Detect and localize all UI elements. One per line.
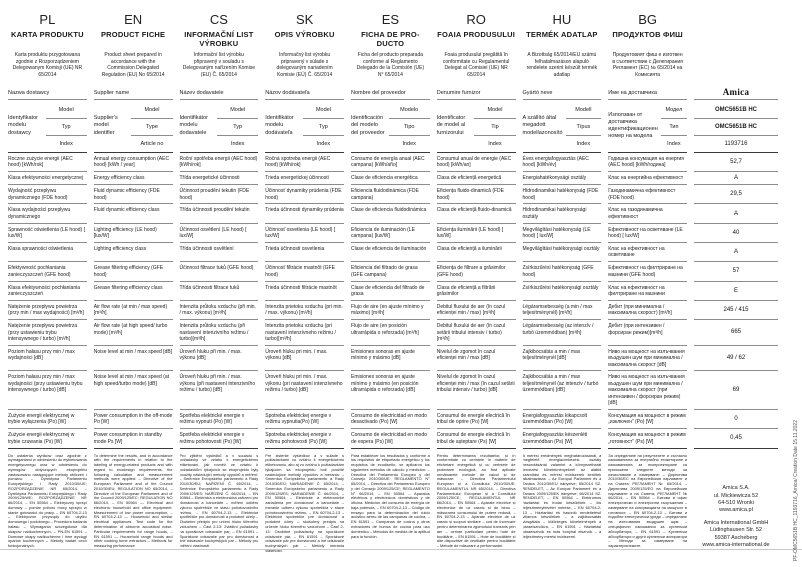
- column-intro: Продуктовият фиш е изготвен в съответствие с Делегирания Регламент (ЕС) № 65/2014 на Комисията: [612, 52, 683, 78]
- supplier-brand-value: Amica: [694, 85, 778, 100]
- column-intro: Informačný list výrobku pripravený v súlade s delegovaným nariadením Komisie (EÚ) Č. 65/2014: [276, 52, 333, 78]
- model-identifier-fields: [303, 102, 344, 152]
- model-identifier-label: Supplier's model identifier: [93, 115, 118, 136]
- model-identifier-fields: [566, 102, 602, 152]
- attribute-label: Intenzita prietoku vzduchu (pri nastavení intenzívneho režimu / turbo)[m³/h]: [265, 320, 344, 346]
- attribute-label: Ефективност на осветяване (LE hood) [ lux/W]: [608, 224, 687, 243]
- attribute-value: A: [694, 243, 778, 262]
- model-field-label: Model: [131, 102, 172, 119]
- attribute-label: Légáramsebesség (az intenzív / turbó üzemmódban) [m³/h]: [523, 320, 602, 346]
- attribute-label: Консумация на мощност в режим „изключен“ (Po) [W]: [608, 410, 687, 429]
- attribute-label: Spotreba elektrickej energie v režimu vypnutia(Po) [W]: [265, 410, 344, 429]
- model-identifier-block: [94, 100, 173, 153]
- attribute-label: Megvilágítási hatékonysági osztály: [523, 243, 602, 262]
- attribute-value: A: [694, 172, 778, 185]
- attribute-label: Ефективност на филтриране на мазнини (GFE hood): [608, 262, 687, 281]
- address-line: 64-510 Wronki: [718, 500, 754, 507]
- attribute-label: Air flow rate (at high speed/ turbo mode) [m³/h]: [94, 320, 173, 346]
- column-title: FICHA DE PRO-DUCTO: [361, 30, 420, 48]
- attribute-label: Zajkibocsátás a min / max teljesítménynél (az intenzív / turbó üzemmódban) [dB]: [523, 371, 602, 409]
- model-identifier-block: [180, 100, 259, 153]
- attribute-label: Roční spotřeba energii (AEC hood) [kWh/rok]: [180, 153, 259, 172]
- type-field-label: Tipo: [389, 119, 430, 136]
- column-title: ПРОДУКТОВ ФИШ: [612, 30, 683, 39]
- language-code: RO: [466, 12, 486, 27]
- index-field-label: Index: [402, 141, 416, 147]
- attribute-label: Air flow rate (at min / max speed) [m³/h]: [94, 301, 173, 320]
- attribute-value: 29,5: [694, 185, 778, 204]
- attribute-label: Power consumption in standby mode Ps [W]: [94, 429, 173, 448]
- index-field-label: Index: [667, 141, 681, 147]
- attribute-label: Lighting efficiency class: [94, 243, 173, 262]
- attribute-label: Efektywność pochłaniania zanieczyszczeń (GFE hood): [8, 262, 87, 281]
- column-intro: A Bizottság 65/2014/EU számú felhatalmazáson alapuló rendelete szerint készült termék adatlap: [526, 52, 598, 78]
- attribute-label: Natężenie przepływu powietrza (przy min / max wydajności) [m³/h]: [8, 301, 87, 320]
- model-identifier-label: Identifikátor modelu dodávateľa: [265, 115, 294, 136]
- column-footnote: Para establecer los resultados y conforme a los requisitos de etiquetado energético y los requisitos de ecodiseño, se aplicaron los siguientes métodos de cálculo y medición: – Directiva del Parlamento Europeo y del Consejo 2010/30/UE; REGLAMENTO N° 65/2014, – Directiva del Parlamento Europeo y del Consejo 2009/125/CE; REGLAMENTO N° 66/2014, – EN 50564 – Aparatos eléctricos y electrónicos domésticos y de oficina. Medición del consumo de energía de baja potencia, – EN 60704-2-13 – Código de ensayo para la determinación del ruido acústico aéreo de las campanas de cocina, – EN 61591 – Campanas de cocina y otros extractores de humos de cocina para uso doméstico – Métodos de medida de la aptitud para la función.: [351, 452, 430, 539]
- attribute-label: Grease filtering efficiency (GFE hood): [94, 262, 173, 281]
- attribute-label: Clase de eficiencia energética: [351, 172, 430, 185]
- attribute-label: Fluid dynamic efficiency class: [94, 204, 173, 223]
- attribute-label: Eficiența iluminării (LE hood) [ lux/W]: [437, 224, 516, 243]
- model-identifier-label: A szállító által megadott modellazonosító: [522, 115, 563, 136]
- supplier-name-label: Název dodavatele: [180, 85, 259, 100]
- attribute-label: Consumo de electricidad en modo de espera (Ps) [W]: [351, 429, 430, 448]
- attribute-label: Clasa de eficiență a iluminării: [437, 243, 516, 262]
- supplier-name-label: Nazwa dostawcy: [8, 85, 87, 100]
- index-field-label: Index: [230, 141, 245, 147]
- attribute-label: Klasa efektywności energetycznej: [8, 172, 87, 185]
- attribute-label: Légáramsebesség (a min / max teljesítménynél) [m³/h]: [523, 301, 602, 320]
- index-field-label: Index: [488, 141, 502, 147]
- address-line: Amica International GmbH: [703, 519, 769, 526]
- type-value: OMC5651B HC: [694, 119, 778, 136]
- attribute-label: Účinnosť dynamiky prúdenia (FDE hood): [265, 185, 344, 204]
- attribute-label: Spotreba elektrickej energie v režimu pohotovosti (Ps) [W]: [265, 429, 344, 448]
- model-identifier-values: [694, 100, 778, 153]
- model-value: OMC5651B HC: [694, 102, 778, 119]
- model-field-label: Model: [217, 102, 258, 119]
- model-field-label: Модел: [661, 102, 687, 119]
- model-field-label: Modelo: [389, 102, 430, 119]
- model-identifier-block: [523, 100, 602, 153]
- attribute-label: Ročná spotreba energii (AEC hood) [kWh/rok]: [265, 153, 344, 172]
- attribute-label: Spotřeba elektrické energie v režimu vypnutí (Po) [W]: [180, 410, 259, 429]
- attribute-label: Eficiencia fluidodinámica (FDE campana): [351, 185, 430, 204]
- column-footnote: За определяне на резултатите и съгласно изискванията за енергийно етикетиране и изискванията за екопроектиране са приложени следните методи за изчисляване и измерване: – Директива 2010/30/ЕС на Европейския парламент и на Съвета; РЕГЛАМЕНТ № 65/2014, – Директива 2009/125/ЕО на Европейския парламент и на Съвета; РЕГЛАМЕНТ № 66/2014, – EN 50564 – Битови и офис електрически и електронни съоръжения – измерване на консумацията на мощност в готовност, – EN 60704-2-13 – Битови и подобни електрически уреди – определяне на излъчвания въздушен шум – специфични изисквания за кухненски абсорбатори, – EN 61591 – Кухненски абсорбатори и други кухненски аспиратори – Методи за измерване на характеристиките.: [608, 452, 687, 549]
- attribute-label: Дебит (при минимална / максимална скорост) [m³/h]: [608, 301, 687, 320]
- column-footnote: Do ustalenia wyników oraz zgodnie z wymaganiami w odniesieniu do etykietowania energetycznego oraz w odniesieniu do wymogów dotyczących ekoprojektu zastosowano następujące metody obliczeń i pomiaru: – Dyrektywa Parlamentu Europejskiego i Rady 2010/30/UE; ROZPORZĄDZENIE NR 65/2014, – Dyrektywa Parlamentu Europejskiego i Rady 2009/125/WE; ROZPORZĄDZENIE NR 66/2014, – EN 50564 – Elektryczny sprzęt domowy – pomiar poboru mocy sprzętu w stanie gotowości do pracy, – EN 60704-2-13 – Elektryczne przyrządy do użytku domowego i podobnego – Procedura badania hałasu – Wymagania szczegółowe dla okapów nadkuchennych, – PN-EN 61591 – Domowe okapy nadkuchenne i inne wyciągi oparów kuchennych – Metody badań cech funkcjonalnych.: [8, 452, 87, 549]
- attribute-value: 40: [694, 224, 778, 243]
- attribute-value: 69: [694, 371, 778, 409]
- attribute-label: Spotřeba elektrické energie v režimu pohotovosti (Ps) [W]: [180, 429, 259, 448]
- attribute-label: Trieda účinnosti filtrácie mastnôt: [265, 282, 344, 301]
- language-code: CS: [209, 12, 228, 27]
- attribute-label: Power consumption in the off-mode Po [W]: [94, 410, 173, 429]
- language-code: EN: [124, 12, 143, 27]
- attribute-label: Consumul de energie electrică în tribul de așteptare (Ps) [W]: [437, 429, 516, 448]
- attribute-label: Noise level at min / max speed [dB]: [94, 346, 173, 372]
- model-identifier-block: [8, 100, 87, 153]
- language-code: HU: [552, 12, 572, 27]
- model-field-label: Model: [303, 102, 344, 119]
- attribute-label: Clasa de eficiență a filtrării grăsimilor: [437, 282, 516, 301]
- document-reference-note: PF-OMC5651B HC_1193716_Amica/ Creation Date 15.11.2022: [793, 419, 799, 561]
- attribute-label: Ниво на мощност на излъчвания въздушен шум при минимална / максимална скорост (при интензивен / форсиран режим) [dB]: [608, 371, 687, 409]
- address-block: [714, 485, 758, 515]
- column-intro: Foaia produsului pregătită în conformitate cu Regulamentul Delegat al Comisiei (UE) NR 65/2014: [442, 52, 510, 78]
- attribute-value: 0,45: [694, 429, 778, 448]
- model-identifier-label: Identificator de model al furnizorului: [436, 115, 466, 136]
- model-field-label: Model: [474, 102, 515, 119]
- column-intro: Ficha del producto preparada conforme al Reglamento Delegado de la Comisión (UE) N° 65/2014: [356, 52, 425, 78]
- attribute-label: Natężenie przepływu powietrza (przy ustawieniu trybu intensywnego / turbo) [m³/h]: [8, 320, 87, 346]
- column-footnote: A mérési eredmények meghatározásánál, a megfelelő energiacímkézési osztály besorolásánál valamint a környezetbarát tervezési követelményeknél az alábbi számítási és mérési módszerek kerültek alkalmazásra: – Az Európai Parlament és a Tanács 2010/30/EU irányelve; 65/2014 SZ. RENDELET, – Az Európai Parlament és a Tanács 2009/125/EK irányelve; 66/2014 SZ. RENDELET, – EN 50564 – Elektromos háztartási és irodai készülékek – kis teljesítményfelvétel mérése, – EN 60704-2-13 – Háztartási és hasonló rendeltetésű villamos készülékek – a zajkibocsátás vizsgálata – különleges követelmények a páraelszívókra, – EN 61591 – Háztartási páraelszívók és más konyhai elszívók – a teljesítmény mérési módszerei.: [522, 452, 602, 539]
- attribute-label: Clasa de eficiență energetică: [437, 172, 516, 185]
- attribute-label: Debitul fluxului de aer (în cazul setării tribului intensiv / turbo) [m³/h]: [437, 320, 516, 346]
- column-title: PRODUCT FICHE: [100, 30, 166, 39]
- type-field-label: Typ: [303, 119, 344, 136]
- column-footnote: To determine the results, and in accordance with the requirements in relation to the labeling of energy-related products and with regard to ecodesign requirements, the following calculation and measurement methods were applied: – Directive of the European Parliament and of the Council 2010/30/EU; REGULATION NO 65/2014, – Directive of the European Parliament and of the Council 2009/125/EC; REGULATION NO 66/2014, – EN 50564 — Electrical and electronic household and office equipment. Measurement of low power consumption, – EN 60704-2-13 — Household and similar electrical appliances. Test code for the determination of airborne acoustical noise. Particular requirements for range hoods, – EN 61591 — Household range hoods and other cooking fume extractors – Methods for measuring performance: [93, 452, 173, 549]
- values-column-spacer: [694, 28, 778, 51]
- address-line: www.amica-international.de: [702, 542, 770, 549]
- attribute-label: Sprawność oświetlenia (LE hood) [ lux/W]: [8, 224, 87, 243]
- attribute-label: Nivelul de zgomot în cazul eficienței min / max [dB]: [437, 346, 516, 372]
- address-line: www.amica.pl: [719, 507, 753, 514]
- column-title: KARTA PRODUKTU: [10, 30, 84, 39]
- attribute-label: Flujo de aire (en posición ultrarrápida o reforzada) [m³/h]: [351, 320, 430, 346]
- supplier-name-label: Nombre del proveedor: [351, 85, 430, 100]
- attribute-label: Nivelul de zgomot în cazul eficienței min / max (în cazul setării tribului intensiv / turbo) [dB]: [437, 371, 516, 409]
- attribute-label: Třída účinnosti osvětlení: [180, 243, 259, 262]
- attribute-value: A: [694, 204, 778, 223]
- attribute-label: Консумация на мощност в режим „готовност“ (Ps) [W]: [608, 429, 687, 448]
- attribute-label: Lighting efficiency (LE hood) [lux/W]: [94, 224, 173, 243]
- address-line: Lüdinghausen Str. 52: [709, 527, 762, 534]
- attribute-label: Fluid dynamic efficiency (FDE hood): [94, 185, 173, 204]
- attribute-label: Клас на ефективност на осветяване: [608, 243, 687, 262]
- attribute-label: Клас на газодинамична ефективност: [608, 204, 687, 223]
- attribute-value: 245 / 415: [694, 301, 778, 320]
- model-identifier-block: [265, 100, 344, 153]
- attribute-value: 49 / 62: [694, 346, 778, 372]
- type-field-label: Típus: [566, 119, 602, 136]
- attribute-label: Clase de eficiencia del filtrado de grasa: [351, 282, 430, 301]
- attribute-label: Energiahatékonysági osztály: [523, 172, 602, 185]
- footer-divider: [0, 549, 802, 550]
- model-field-label: Model: [46, 102, 87, 119]
- column-title: FOAIA PRODUSULUI: [437, 30, 516, 39]
- attribute-label: Úroveň hluku při min. / max. výkonu [dB]: [180, 346, 259, 372]
- supplier-name-label: Názov dodávateľa: [265, 85, 344, 100]
- model-identifier-block: [608, 100, 687, 153]
- attribute-label: Trieda účinnosti dynamiky prúdenia: [265, 204, 344, 223]
- attribute-label: Hidrodinamikai hatékonysági osztály: [523, 204, 602, 223]
- attribute-label: Energiafogyasztás kikapcsolt üzemmódban (Po) [W]: [523, 410, 602, 429]
- attribute-label: Energiafogyasztás készenléti üzemmódban (Ps) [W]: [523, 429, 602, 448]
- attribute-label: Consumo de energía anual (AEC campana) [kWh/año]: [351, 153, 430, 172]
- attribute-label: Třída energetické účinnosti: [180, 172, 259, 185]
- attribute-label: Clase de eficiencia fluidodinámica: [351, 204, 430, 223]
- attribute-label: Клас на ефективност на филтриране на мазнини: [608, 282, 687, 301]
- attribute-label: Clasa de eficiență fluido-dinamică: [437, 204, 516, 223]
- attribute-label: Годишна консумация на енергия (AEC hood) [kWh/година]: [608, 153, 687, 172]
- model-identifier-block: [351, 100, 430, 153]
- language-code: ES: [381, 12, 400, 27]
- model-identifier-fields: [389, 102, 430, 152]
- model-identifier-fields: [46, 102, 87, 152]
- column-intro: Karta produktu przygotowana zgodnie z Rozporządzeniem Delegowanym Komisji (UE) NR 65/2014: [12, 52, 83, 78]
- attribute-label: Úroveň hluku při min. / max. výkonu (při nastavení intenzivního režimu / turbo) [dB]: [180, 371, 259, 409]
- attribute-label: Třída účinnosti filtrace tuků: [180, 282, 259, 301]
- type-field-label: Typ: [46, 119, 87, 136]
- attribute-label: Zajkibocsátás a min / max teljesítménynél [dB]: [523, 346, 602, 372]
- supplier-name-label: Gyártó neve: [523, 85, 602, 100]
- attribute-label: Zsírkiszűrési hatékonysági osztály: [523, 282, 602, 301]
- model-identifier-block: [437, 100, 516, 153]
- attribute-label: Účinnosť filtrácie mastnôt (GFE hood): [265, 262, 344, 281]
- attribute-label: Klasa sprawności oświetlenia: [8, 243, 87, 262]
- attribute-label: Eficiencia de iluminación (LE campana) [lux/W]: [351, 224, 430, 243]
- attribute-label: Třída účinnosti proudění tekutin: [180, 204, 259, 223]
- address-line: ul. Mickiewicza 52: [713, 492, 759, 499]
- attribute-label: Klasa efektywności pochłaniania zanieczyszczeń: [8, 282, 87, 301]
- column-footnote: Pre zistenie výsledkov a v súlade s požiadavkami vo vzťahu k energetickému etiketovaniu, ako aj vo vzťahu k požiadavkám týkajúcim sa ekoprojektu boli použité nasledujúce metódy výpočtov a merania: – Smernica Európskeho parlamentu a Rady 2010/30/EÚ; NARIADENIE Č. 65/2014, – Smernica Európskeho parlamentu a Rady 2009/125/ES; NARIADENIE Č. 66/2014, – EN 50564 – Elektrické a elektronické zariadenia pre domácnosť a kancelárie – meranie odberu výkonu spotrebiča v stave pohotovostného režimu, – EN 60704-2-13 – Elektrické spotrebiče pre domácnosť a podobné účely – skúšobný predpis na určenie hluku šíreného vzduchom – Časť 2-13: Osobitné požiadavky na sporákové odsávače pár, – EN 61591 – Sporákové odsávače pár pre domácnosť a iné odsávače kuchynských pár – Metódy merania vlastností.: [265, 452, 344, 553]
- attribute-label: Úroveň hluku pri min. / max. výkonu (pri nastavení intenzívneho režimu / turbo) [dB]: [265, 371, 344, 409]
- attribute-label: Consumul anual de energie (AEC hood) [kWh/an]: [437, 153, 516, 172]
- supplier-name-label: Supplier name: [94, 85, 173, 100]
- attribute-label: Intenzita průtoku vzduchu (při min. / max. výkonu) [m³/h]: [180, 301, 259, 320]
- attribute-label: Grease filtering efficiency class: [94, 282, 173, 301]
- address-line: 59387 Ascheberg: [714, 534, 758, 541]
- attribute-label: Trieda energetickej účinnosti: [265, 172, 344, 185]
- attribute-label: Дебит (при интензивен / форсиран режим)[m³/h]: [608, 320, 687, 346]
- attribute-label: Eficiența fluido-dinamică (FDE hood): [437, 185, 516, 204]
- model-field-label: Modell: [566, 102, 602, 119]
- attribute-value: 665: [694, 320, 778, 346]
- type-field-label: Тип: [661, 119, 687, 136]
- index-field-label: Article no: [140, 141, 164, 147]
- model-identifier-fields: [131, 102, 172, 152]
- attribute-label: Zsírkiszűrési hatékonyság (GFE hood): [523, 262, 602, 281]
- fiche-table: [8, 4, 778, 554]
- attribute-label: Účinnost proudění tekutin (FDE hood): [180, 185, 259, 204]
- attribute-label: Intenzita prietoku vzduchu (pri min. / max. výkonu) [m³/h]: [265, 301, 344, 320]
- attribute-value: 57: [694, 262, 778, 281]
- type-field-label: Type: [131, 119, 172, 136]
- column-title: OPIS VÝROBKU: [274, 30, 335, 39]
- attribute-label: Účinnost filtrace tuků (GFE hood): [180, 262, 259, 281]
- attribute-label: Eficiența de filtrare a grăsimilor (GFE hood): [437, 262, 516, 281]
- values-column-spacer: [694, 4, 778, 28]
- values-column-spacer: [694, 51, 778, 85]
- model-identifier-label: Identifikátor modelu dodavatele: [179, 115, 208, 136]
- attribute-label: Energy efficiency class: [94, 172, 173, 185]
- language-code: PL: [39, 12, 56, 27]
- attribute-label: Emisiones sonoras en ajuste mínimo y máximo (en posición ultrarrápida o reforzada) [dB]: [351, 371, 430, 409]
- supplier-name-label: Denumire furnizor: [437, 85, 516, 100]
- attribute-label: Éves energiafogyasztás (AEC hood) [kWh/év]: [523, 153, 602, 172]
- attribute-label: Consumul de energie electrică în tribul de oprire (Po) [W]: [437, 410, 516, 429]
- attribute-label: Účinnosť osvetlenia (LE hood) [ lux/W]: [265, 224, 344, 243]
- model-identifier-label: Identificación del modelo del proveedor: [351, 115, 385, 136]
- model-identifier-fields: [217, 102, 258, 152]
- attribute-value: 52,7: [694, 153, 778, 172]
- supplier-name-label: Име на доставчика: [608, 85, 687, 100]
- attribute-label: Debitul fluxului de aer (în cazul eficienței min / max) [m³/h]: [437, 301, 516, 320]
- attribute-label: Poziom hałasu przy min / max wydajności [dB]: [8, 346, 87, 372]
- attribute-label: Emisiones sonoras en ajuste mínimo y máximo [dB]: [351, 346, 430, 372]
- type-field-label: Tip: [474, 119, 515, 136]
- attribute-value: 0: [694, 410, 778, 429]
- attribute-label: Zużycie energii elektrycznej w trybie wyłączenia (Po) [W]: [8, 410, 87, 429]
- attribute-value: E: [694, 282, 778, 301]
- attribute-label: Poziom hałasu przy min / max wydajności (przy ustawieniu trybu intensywnego / turbo) [dB]: [8, 371, 87, 409]
- model-identifier-fields: [474, 102, 515, 152]
- model-identifier-fields: [661, 102, 687, 152]
- attribute-label: Annual energy consumption (AEC hood) [kWh / year]: [94, 153, 173, 172]
- column-intro: Product sheet prepared in accordance with the Commission Delegated Regulation (EU) No 65/2014: [101, 52, 165, 78]
- attribute-label: Ниво на мощност на излъчвания въздушен шум при минимална / максимална скорост [dB]: [608, 346, 687, 372]
- language-code: BG: [638, 12, 658, 27]
- attribute-label: Účinnost osvětlení (LE hood) [ lux/W]: [180, 224, 259, 243]
- column-footnote: Pro zjištění výsledků a v souladu s požadavky ve vztahu k energetickému etiketování, jak rovněž ve vztahu k požadavkům týkajících se ekoprojektu byly použity následující metody výpočtů a měření: – Směrnice Evropského parlamentu a Rady 2010/30/EU; NAŘÍZENÍ Č. 65/2014, – Směrnice Evropského parlamentu a Rady 2009/125/ES; NAŘÍZENÍ Č. 66/2014, – EN 50564 – Elektrická a elektronická zařízení pro domácnost a kanceláře – měření odběru výkonu spotřebiče ve stavu pohotovostního režimu, – EN 60704-2-13 – Elektrické spotřebiče pro domácnost a podobné účely – Zkušební předpis pro určení hluku šířeného vzduchem – Část 2-13: Zvláštní požadavky na sporákové odsavače par, – EN 61591 – Sporákové odsavače par pro domácnost a jiné odsavače kuchyňských par – Metody pro měření vlastností.: [179, 452, 259, 549]
- address-block: [702, 520, 769, 550]
- attribute-label: Noise level at min / max speed (at high speed/turbo mode) [dB]: [94, 371, 173, 409]
- attribute-label: Eficiencia del filtrado de grasa (GFE campana): [351, 262, 430, 281]
- attribute-label: Clase de eficiencia de iluminación: [351, 243, 430, 262]
- attribute-label: Flujo de aire (en ajuste mínimo y máximo) [m³/h]: [351, 301, 430, 320]
- index-value: 1193716: [724, 141, 748, 147]
- column-footnote: Pentru determinarea rezultatelor, și în conformitate cu cerințele în materie de etichetare energetică și cu cerințele de proiectare ecologică, au fost aplicate următoarele metode de calcul și de măsurare: – Directiva Parlamentului European și a Consiliului 2010/30/UE; REGULAMENTUL NR 65/2014, – Directiva Parlamentului European și a Consiliului 2009/125/CE; REGULAMENTUL NR 66/2014, – EN 50564 – Aparate electrice și electronice de uz casnic și de birou – măsurarea consumului de putere redusă, – EN 60704-2-13 – Aparate electrice de uz casnic și scopuri similare – cod de încercare pentru determinarea zgomotului transmis prin aer – cerințe particulare pentru hote de bucătărie, – EN 61591 – Hote de bucătărie și alte dispozitive de ventilație pentru bucătărie – Metode de măsurare a performanței.: [436, 452, 516, 549]
- attribute-label: Roczne zużycie energii (AEC hood) [kWh/rok]: [8, 153, 87, 172]
- model-identifier-label: Identyfikator modelu dostawcy: [8, 115, 38, 136]
- attribute-label: Hidrodinamikai hatékonyság (FDE hood): [523, 185, 602, 204]
- attribute-label: Газодинамична ефективност (FDE hood): [608, 185, 687, 204]
- manufacturer-address: [694, 449, 778, 554]
- attribute-label: Úroveň hluku pri min. / max. výkonu [dB]: [265, 346, 344, 372]
- attribute-label: Intenzita průtoku vzduchu (při nastavení intenzivního režimu / turbo)[m³/h]: [180, 320, 259, 346]
- index-field-label: Index: [316, 141, 331, 147]
- attribute-label: Megvilágítási hatékonyság (LE hood) [ lux/W]: [523, 224, 602, 243]
- attribute-label: Trieda účinnosti osvetlenia: [265, 243, 344, 262]
- column-title: INFORMAČNÍ LIST VÝROBKU: [184, 30, 254, 48]
- attribute-label: Zużycie energii elektrycznej w trybie czuwania (Ps) [W]: [8, 429, 87, 448]
- index-field-label: Index: [576, 141, 591, 147]
- type-field-label: Typ: [217, 119, 258, 136]
- address-line: Amica S.A.: [722, 485, 750, 492]
- index-field-label: Index: [59, 141, 73, 147]
- model-identifier-label: Използван от доставчика идентификационен номер на модела: [608, 111, 658, 140]
- language-code: SK: [295, 12, 314, 27]
- attribute-label: Клас на енергийна ефективност: [608, 172, 687, 185]
- attribute-label: Consumo de electricidad en modo desactivado (Po) [W]: [351, 410, 430, 429]
- attribute-label: Wydajność przepływu dynamicznego (FDE hood): [8, 185, 87, 204]
- column-intro: Informační list výrobku připravený v souladu s Delegovaným nařízením Komise (EU) Č. 65/2014: [182, 52, 255, 78]
- attribute-label: Klasa wydajności przepływu dynamicznego: [8, 204, 87, 223]
- column-title: TERMÉK ADATLAP: [526, 30, 598, 39]
